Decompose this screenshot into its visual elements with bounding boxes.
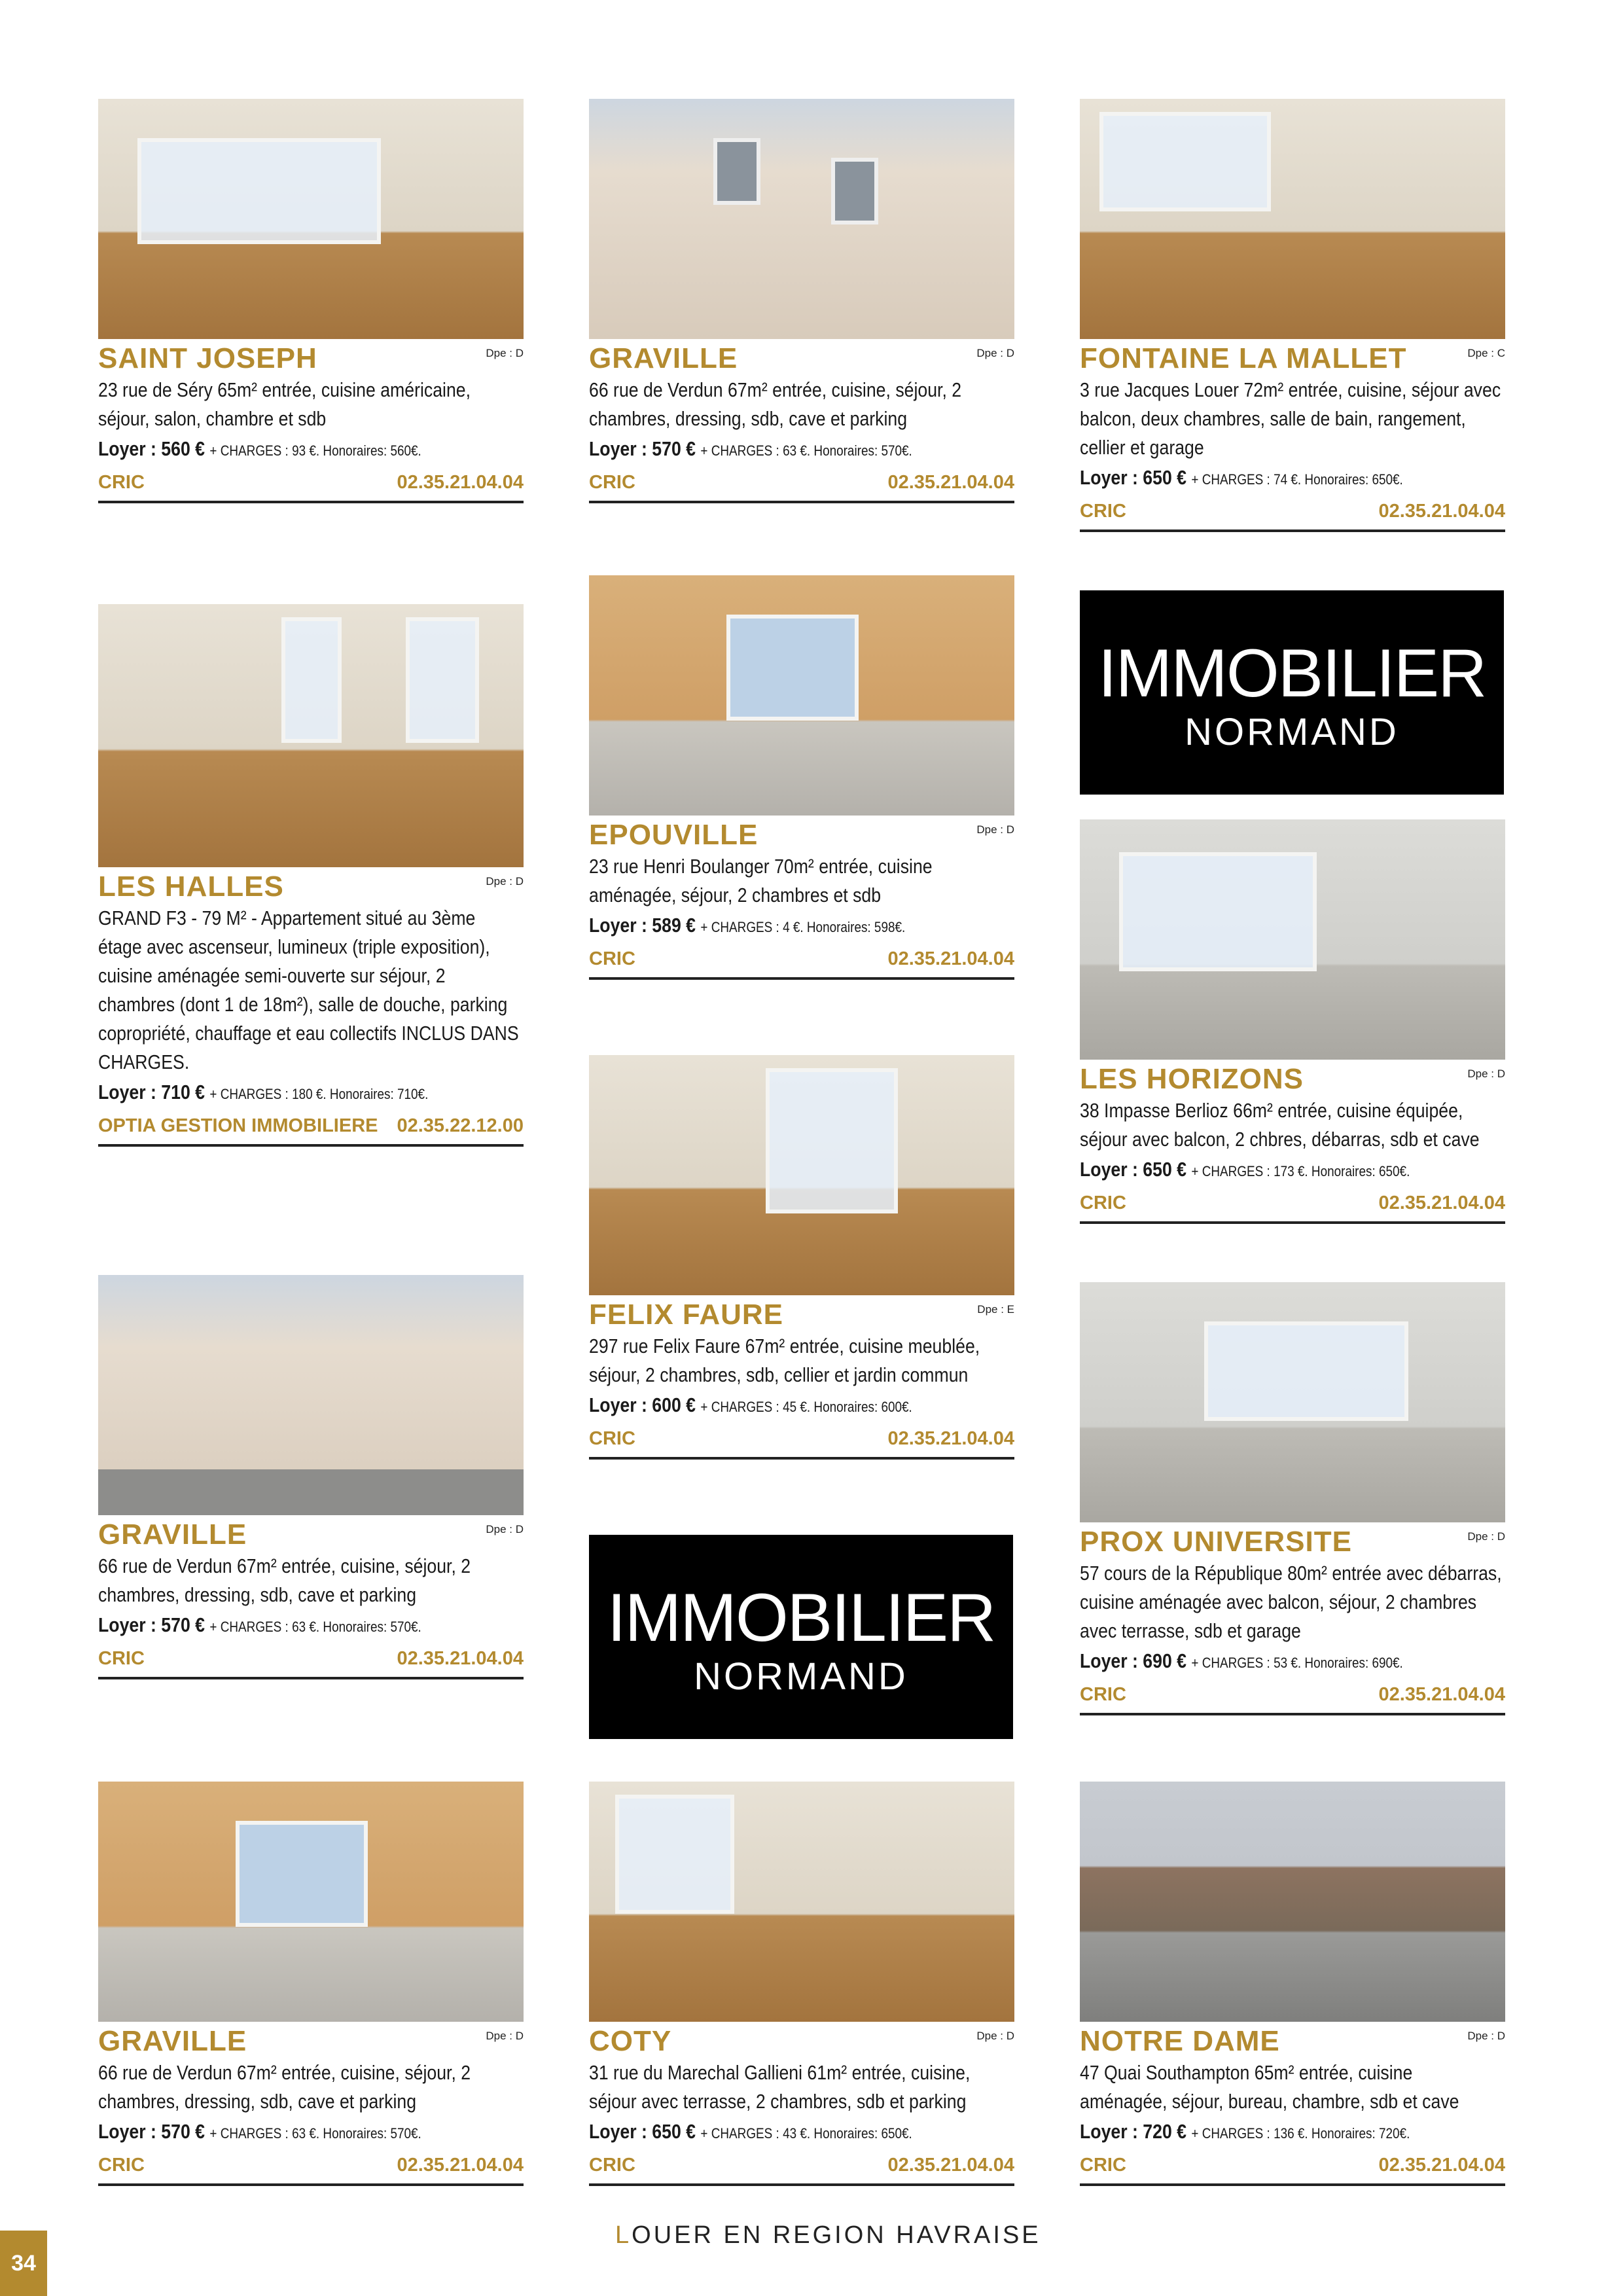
dpe-label: Dpe : D (486, 2030, 524, 2042)
listing-title: GRAVILLE (98, 1518, 247, 1551)
rent-line: Loyer : 600 € + CHARGES : 45 €. Honoraires: 600€. (589, 1393, 912, 1416)
agency-name: CRIC (589, 1428, 635, 1449)
listing-description: 38 Impasse Berlioz 66m² entrée, cuisine équipée, séjour avec balcon, 2 chbres, débarras, sdb et cave (1080, 1099, 1480, 1151)
contact-line (1080, 2149, 1505, 2186)
listing-card (1080, 1282, 1505, 1715)
agency-name: CRIC (589, 472, 635, 493)
phone-number: 02.35.21.04.04 (397, 2155, 524, 2176)
listing-title: SAINT JOSEPH (98, 342, 317, 374)
listing-title: NOTRE DAME (1080, 2025, 1280, 2057)
listing-card (1080, 819, 1505, 1224)
listing-card (1080, 99, 1505, 532)
rent-line: Loyer : 720 € + CHARGES : 136 €. Honoraires: 720€. (1080, 2120, 1410, 2143)
dpe-label: Dpe : D (976, 2030, 1014, 2042)
contact-line (98, 2149, 524, 2186)
phone-number: 02.35.22.12.00 (397, 1115, 524, 1136)
listing-description: 23 rue de Séry 65m² entrée, cuisine américaine, séjour, salon, chambre et sdb (98, 378, 471, 430)
dpe-label: Dpe : E (977, 1303, 1014, 1316)
dpe-label: Dpe : D (486, 875, 524, 888)
contact-line (589, 943, 1014, 980)
phone-number: 02.35.21.04.04 (887, 948, 1014, 969)
agency-name: CRIC (1080, 2155, 1126, 2176)
phone-number: 02.35.21.04.04 (1378, 1684, 1505, 1705)
footer-first-letter: L (615, 2221, 632, 2249)
listing-card (98, 99, 524, 503)
contact-line (589, 2149, 1014, 2186)
city-photo (1080, 1782, 1505, 2022)
phone-number: 02.35.21.04.04 (887, 2155, 1014, 2176)
rent-line: Loyer : 650 € + CHARGES : 74 €. Honoraires: 650€. (1080, 466, 1403, 489)
listing-title: LES HORIZONS (1080, 1063, 1304, 1095)
agency-name: CRIC (589, 948, 635, 969)
apartment-photo (98, 99, 524, 339)
listing-card (589, 575, 1014, 980)
contact-line (1080, 1187, 1505, 1224)
listing-card (98, 604, 524, 1147)
apartment-photo (98, 1782, 524, 2022)
contact-line (98, 1110, 524, 1147)
rent-line: Loyer : 560 € + CHARGES : 93 €. Honoraires: 560€. (98, 437, 421, 460)
listing-description: 57 cours de la République 80m² entrée avec débarras, cuisine aménagée avec balcon, séjour, 2 chambres avec terrasse, sdb et garage (1080, 1562, 1502, 1642)
rent-line: Loyer : 570 € + CHARGES : 63 €. Honoraires: 570€. (98, 2120, 421, 2143)
building-photo (589, 99, 1014, 339)
apartment-photo (1080, 819, 1505, 1060)
apartment-photo (1080, 1282, 1505, 1522)
listing-title: COTY (589, 2025, 672, 2057)
rent-line: Loyer : 650 € + CHARGES : 173 €. Honoraires: 650€. (1080, 1158, 1410, 1181)
rent-line: Loyer : 650 € + CHARGES : 43 €. Honoraires: 650€. (589, 2120, 912, 2143)
phone-number: 02.35.21.04.04 (397, 472, 524, 493)
agency-name: CRIC (98, 472, 145, 493)
dpe-label: Dpe : D (976, 347, 1014, 359)
agency-name: CRIC (1080, 1193, 1126, 1213)
contact-line (589, 467, 1014, 503)
listing-description: 3 rue Jacques Louer 72m² entrée, cuisine, séjour avec balcon, deux chambres, salle de bain, rangement, cellier et garage (1080, 378, 1501, 459)
listing-description: 297 rue Felix Faure 67m² entrée, cuisine meublée, séjour, 2 chambres, sdb, cellier et jardin commun (589, 1335, 980, 1386)
rent-line: Loyer : 589 € + CHARGES : 4 €. Honoraires: 598€. (589, 914, 906, 937)
agency-name: CRIC (589, 2155, 635, 2176)
dpe-label: Dpe : C (1467, 347, 1505, 359)
contact-line (589, 1423, 1014, 1460)
dpe-label: Dpe : D (486, 1523, 524, 1535)
agency-name: CRIC (98, 2155, 145, 2176)
immobilier-normand-logo: IMMOBILIER NORMAND (1080, 590, 1504, 795)
agency-name: CRIC (98, 1648, 145, 1669)
phone-number: 02.35.21.04.04 (887, 472, 1014, 493)
listing-card (98, 1782, 524, 2186)
listing-card (589, 1782, 1014, 2186)
page-footer (615, 2221, 1041, 2250)
immobilier-normand-logo: IMMOBILIER NORMAND (589, 1535, 1013, 1739)
listing-title: GRAVILLE (98, 2025, 247, 2057)
rent-line: Loyer : 710 € + CHARGES : 180 €. Honoraires: 710€. (98, 1081, 429, 1103)
page-number: 34 (0, 2231, 47, 2296)
phone-number: 02.35.21.04.04 (397, 1648, 524, 1669)
agency-name: CRIC (1080, 1684, 1126, 1705)
dpe-label: Dpe : D (1467, 1530, 1505, 1543)
listing-title: PROX UNIVERSITE (1080, 1526, 1352, 1558)
listing-description: 47 Quai Southampton 65m² entrée, cuisine aménagée, séjour, bureau, chambre, sdb et cave (1080, 2061, 1459, 2113)
apartment-photo (98, 604, 524, 867)
apartment-photo (589, 1055, 1014, 1295)
listing-description: 31 rue du Marechal Gallieni 61m² entrée, cuisine, séjour avec terrasse, 2 chambres, sdb et parking (589, 2061, 971, 2113)
listing-title: EPOUVILLE (589, 819, 758, 851)
contact-line (1080, 1679, 1505, 1715)
dpe-label: Dpe : D (1467, 2030, 1505, 2042)
listing-card (589, 1055, 1014, 1460)
listing-description: GRAND F3 - 79 M² - Appartement situé au 3ème étage avec ascenseur, lumineux (triple exposition), cuisine aménagée semi-ouverte sur séjour, 2 chambres (dont 1 de 18m²), salle de douche, parking copropriété, chauffage et eau collectifs INCLUS DANS CHARGES. (98, 906, 519, 1073)
contact-line (98, 467, 524, 503)
dpe-label: Dpe : D (1467, 1067, 1505, 1080)
agency-name: OPTIA GESTION IMMOBILIERE (98, 1115, 378, 1136)
listing-description: 66 rue de Verdun 67m² entrée, cuisine, séjour, 2 chambres, dressing, sdb, cave et parking (98, 1554, 471, 1606)
phone-number: 02.35.21.04.04 (1378, 1193, 1505, 1213)
rent-line: Loyer : 570 € + CHARGES : 63 €. Honoraires: 570€. (98, 1613, 421, 1636)
listing-title: FELIX FAURE (589, 1299, 784, 1331)
apartment-photo (1080, 99, 1505, 339)
footer-text: OUER EN REGION HAVRAISE (632, 2221, 1041, 2249)
contact-line (1080, 495, 1505, 532)
listing-card (589, 99, 1014, 503)
rent-line: Loyer : 690 € + CHARGES : 53 €. Honoraires: 690€. (1080, 1649, 1403, 1672)
listing-title: FONTAINE LA MALLET (1080, 342, 1407, 374)
phone-number: 02.35.21.04.04 (1378, 2155, 1505, 2176)
rent-line: Loyer : 570 € + CHARGES : 63 €. Honoraires: 570€. (589, 437, 912, 460)
phone-number: 02.35.21.04.04 (887, 1428, 1014, 1449)
apartment-photo (589, 575, 1014, 816)
listing-description: 23 rue Henri Boulanger 70m² entrée, cuisine aménagée, séjour, 2 chambres et sdb (589, 855, 933, 906)
listing-card (1080, 1782, 1505, 2186)
apartment-photo (589, 1782, 1014, 2022)
listing-description: 66 rue de Verdun 67m² entrée, cuisine, séjour, 2 chambres, dressing, sdb, cave et parking (589, 378, 962, 430)
listing-title: LES HALLES (98, 870, 284, 903)
phone-number: 02.35.21.04.04 (1378, 501, 1505, 522)
contact-line (98, 1643, 524, 1679)
dpe-label: Dpe : D (976, 823, 1014, 836)
listing-card (98, 1275, 524, 1679)
dpe-label: Dpe : D (486, 347, 524, 359)
building-photo (98, 1275, 524, 1515)
listing-description: 66 rue de Verdun 67m² entrée, cuisine, séjour, 2 chambres, dressing, sdb, cave et parking (98, 2061, 471, 2113)
listing-title: GRAVILLE (589, 342, 738, 374)
agency-name: CRIC (1080, 501, 1126, 522)
